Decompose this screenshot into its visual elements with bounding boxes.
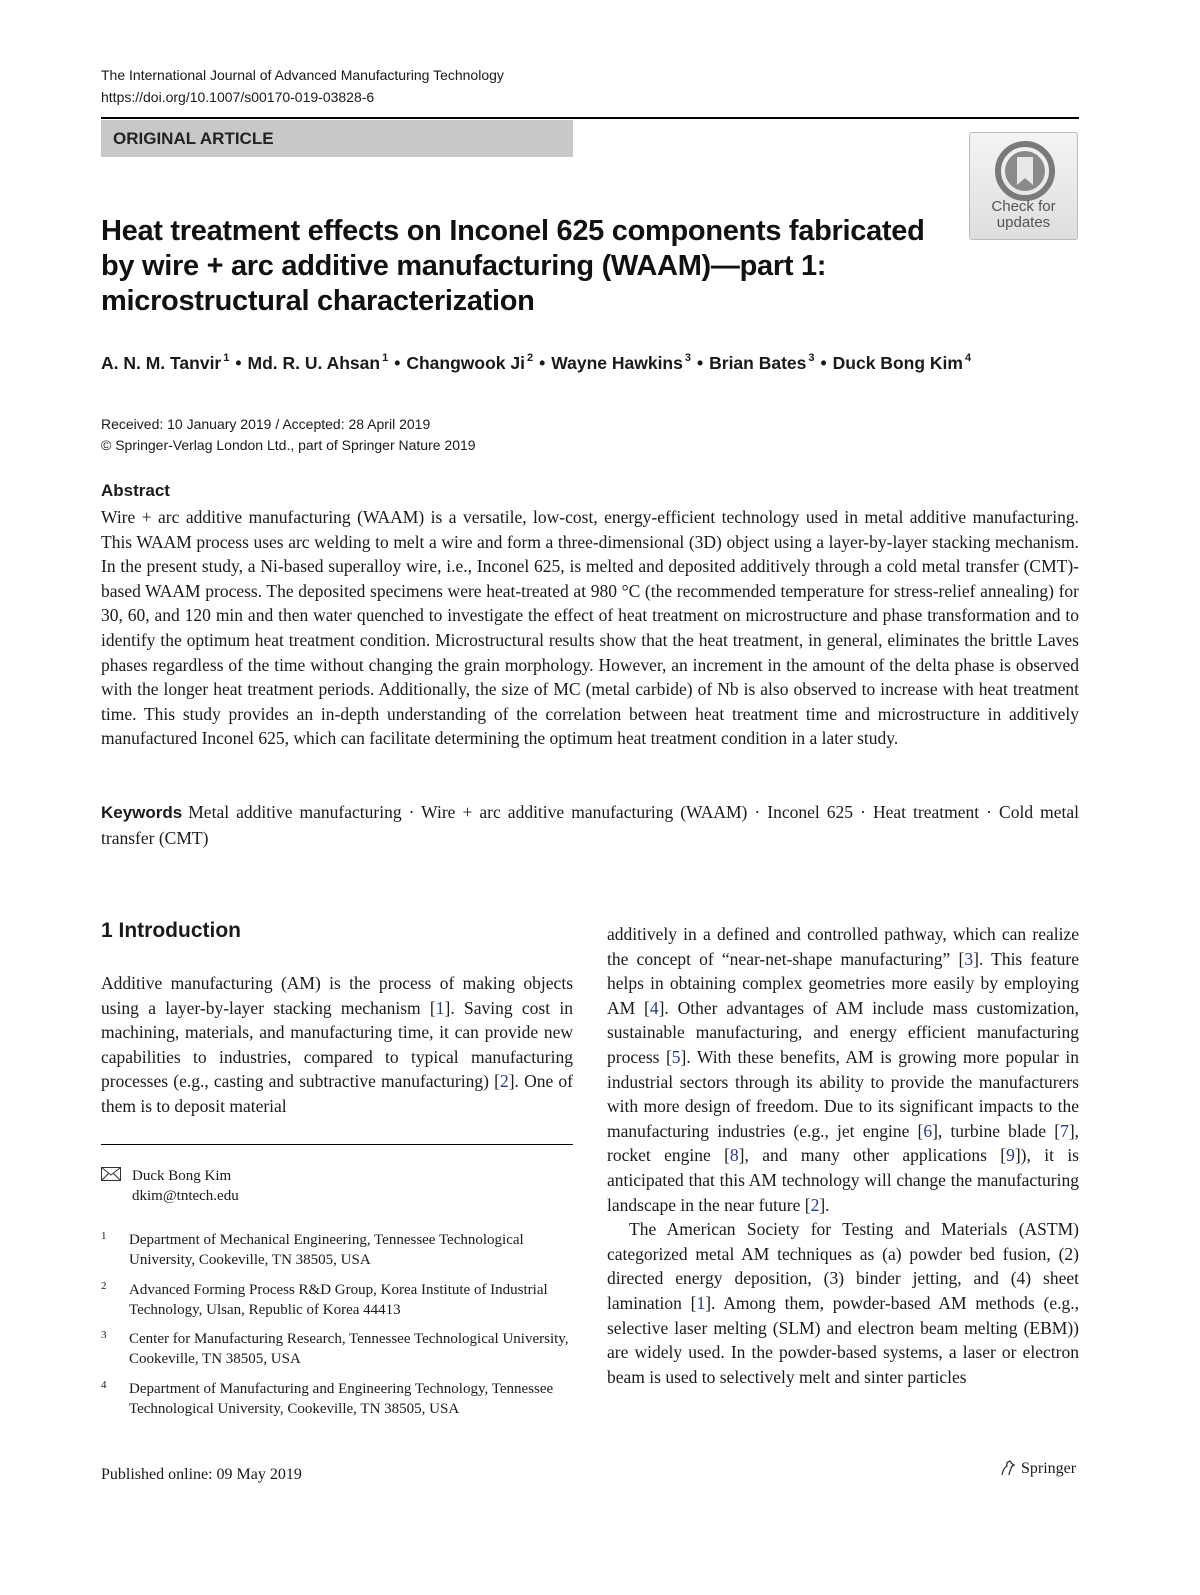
affiliation-number: 2 (101, 1280, 107, 1292)
citation-link[interactable]: 7 (1060, 1120, 1069, 1141)
crossmark-line2: updates (996, 214, 1051, 231)
author-name[interactable]: Duck Bong Kim (832, 353, 963, 373)
affiliation-text: Advanced Forming Process R&D Group, Korea Institute of Industrial Technology, Ulsan, Republic of Korea 44413 (129, 1282, 548, 1318)
affiliation-number: 1 (101, 1230, 107, 1242)
crossmark-line1: Check for (991, 198, 1056, 215)
right-column (607, 922, 1079, 1389)
keywords-text: Metal additive manufacturing · Wire + arc additive manufacturing (WAAM) · Inconel 625 · Heat treatment · Cold metal transfer (CMT) (101, 802, 1079, 848)
citation-link[interactable]: 1 (696, 1292, 706, 1313)
paragraph-text: ]. With these benefits, AM is growing more popular in industrial sectors through its ability to provide the manufacturers with more design of freedom. Due to its significant impacts to the manufacturing industries (e.g., jet engine [ (607, 1046, 1080, 1141)
section-heading-introduction: 1 Introduction (101, 919, 241, 942)
journal-header (101, 64, 504, 108)
paragraph-text: ], rocket engine [ (607, 1120, 1080, 1166)
paragraph-text: additively in a defined and controlled pathway, which can realize the concept of “near-net-shape manufacturing” [ (607, 924, 1079, 969)
intro-paragraph-2 (607, 922, 1079, 1217)
author-separator: • (394, 353, 401, 373)
paragraph-text: ], and many other applications [ (738, 1145, 1007, 1166)
header-rule (101, 117, 1079, 119)
dates-block (101, 414, 476, 456)
paragraph-text: ]. Other advantages of AM include mass customization, sustainable manufacturing, and energy efficient manufacturing process [ (607, 997, 1080, 1067)
paragraph-text: ]. This feature helps in obtaining complex geometries more easily by employing AM [ (607, 948, 1079, 1018)
author-separator: • (539, 353, 546, 373)
affiliation-number: 3 (101, 1329, 107, 1341)
affiliation-text: Department of Mechanical Engineering, Tennessee Technological University, Cookeville, TN 38505, USA (129, 1232, 524, 1268)
author-separator: • (820, 353, 827, 373)
paper-title: Heat treatment effects on Inconel 625 components fabricated by wire + arc additive manufacturing (WAAM)—part 1: microstructural characterization (101, 215, 925, 317)
author-affiliation-marker: 3 (808, 352, 815, 364)
author-name[interactable]: A. N. M. Tanvir (101, 353, 222, 373)
footnote-rule (101, 1144, 573, 1145)
paragraph-text: ]. (819, 1194, 830, 1215)
citation-link[interactable]: 5 (671, 1046, 681, 1067)
keywords (101, 800, 1079, 850)
paragraph-text: ]. Saving cost in machining, materials, and manufacturing time, it can provide new capabilities to industries, compared to typical manufacturing processes (e.g., casting and subtractive manufacturing) [ (101, 997, 573, 1092)
intro-paragraph-3 (607, 1217, 1079, 1389)
affiliation-text: Center for Manufacturing Research, Tennessee Technological University, Cookeville, TN 38505, USA (129, 1331, 569, 1367)
corresponding-author-name: Duck Bong Kim (132, 1168, 232, 1184)
author-affiliation-marker: 1 (223, 352, 230, 364)
paragraph-text: ]. One of them is to deposit material (101, 1071, 574, 1116)
citation-link[interactable]: 8 (729, 1145, 739, 1166)
paragraph-text: The American Society for Testing and Materials (ASTM) categorized metal AM techniques as (a) powder bed fusion, (2) directed energy deposition, (3) binder jetting, and (4) sheet lamination [ (607, 1219, 1079, 1313)
publisher-logo (999, 1459, 1076, 1478)
check-for-updates-button[interactable] (969, 132, 1078, 240)
paragraph-text: ]. Among them, powder-based AM methods (e.g., selective laser melting (SLM) and electron beam melting (EBM)) are widely used. In the powder-based systems, a laser or electron beam is used to selectively melt and sinter particles (607, 1292, 1079, 1387)
publisher-name: Springer (1021, 1460, 1077, 1477)
citation-link[interactable]: 6 (923, 1120, 933, 1141)
author-affiliation-marker: 2 (526, 352, 534, 364)
paragraph-text: ]), it is anticipated that this AM technology will change the manufacturing landscape in the near future [ (607, 1145, 1079, 1215)
springer-horse-icon (999, 1459, 1017, 1477)
author-affiliation-marker: 4 (964, 352, 972, 364)
citation-link[interactable]: 4 (649, 997, 659, 1018)
article-type-label: ORIGINAL ARTICLE (113, 129, 274, 148)
author-name[interactable]: Wayne Hawkins (551, 353, 683, 373)
author-name[interactable]: Brian Bates (709, 353, 807, 373)
abstract-heading: Abstract (101, 481, 170, 500)
affiliation-text: Department of Manufacturing and Engineering Technology, Tennessee Technological University, Cookeville, TN 38505, USA (129, 1381, 554, 1417)
corresponding-author-email[interactable]: dkim@tntech.edu (132, 1188, 239, 1204)
citation-link[interactable]: 2 (499, 1071, 509, 1092)
envelope-icon (101, 1167, 121, 1181)
keywords-heading: Keywords (101, 803, 183, 822)
author-separator: • (235, 353, 242, 373)
crossmark-icon (995, 141, 1055, 201)
doi-link[interactable]: https://doi.org/10.1007/s00170-019-03828-6 (101, 89, 375, 105)
published-online: Published online: 09 May 2019 (101, 1466, 302, 1483)
author-list (101, 352, 971, 374)
citation-link[interactable]: 3 (964, 948, 974, 969)
author-affiliation-marker: 3 (684, 352, 691, 364)
paragraph-text: ], turbine blade [ (932, 1120, 1061, 1141)
author-name[interactable]: Md. R. U. Ahsan (247, 353, 381, 373)
citation-link[interactable]: 9 (1006, 1145, 1015, 1166)
copyright: © Springer-Verlag London Ltd., part of Springer Nature 2019 (101, 437, 476, 453)
journal-name: The International Journal of Advanced Manufacturing Technology (101, 67, 504, 83)
abstract-text: Wire + arc additive manufacturing (WAAM) is a versatile, low-cost, energy-efficient technology used in metal additive manufacturing. This WAAM process uses arc welding to melt a wire and form a three-dimensional (3D) object using a layer-by-layer stacking mechanism. In the present study, a Ni-based superalloy wire, i.e., Inconel 625, is melted and deposited additively through a cold metal transfer (CMT)-based WAAM process. The deposited specimens were heat-treated at 980 °C (the recommended temperature for stress-relief annealing) for 30, 60, and 120 min and then water quenched to investigate the effect of heat treatment on microstructure and phase transformation and to identify the optimum heat treatment condition. Microstructural results show that the heat treatment, in general, eliminates the brittle Laves phases regardless of the time without changing the grain morphology. However, an increment in the amount of the delta phase is observed with the longer heat treatment periods. Additionally, the size of MC (metal carbide) of Nb is also observed to increase with heat treatment time. This study provides an in-depth understanding of the correlation between heat treatment time and microstructure in additively manufactured Inconel 625, which can facilitate determining the optimum heat treatment condition in a later study. (101, 507, 1079, 749)
affiliation-number: 4 (101, 1379, 107, 1391)
citation-link[interactable]: 1 (435, 997, 445, 1018)
article-type-banner (101, 120, 573, 157)
received-accepted: Received: 10 January 2019 / Accepted: 28 April 2019 (101, 416, 431, 432)
author-name[interactable]: Changwook Ji (406, 353, 525, 373)
citation-link[interactable]: 2 (810, 1194, 820, 1215)
author-affiliation-marker: 1 (382, 352, 389, 364)
paragraph-text: Additive manufacturing (AM) is the process of making objects using a layer-by-layer stacking mechanism [ (101, 973, 573, 1018)
intro-paragraph-1 (101, 971, 573, 1119)
author-separator: • (696, 353, 704, 373)
